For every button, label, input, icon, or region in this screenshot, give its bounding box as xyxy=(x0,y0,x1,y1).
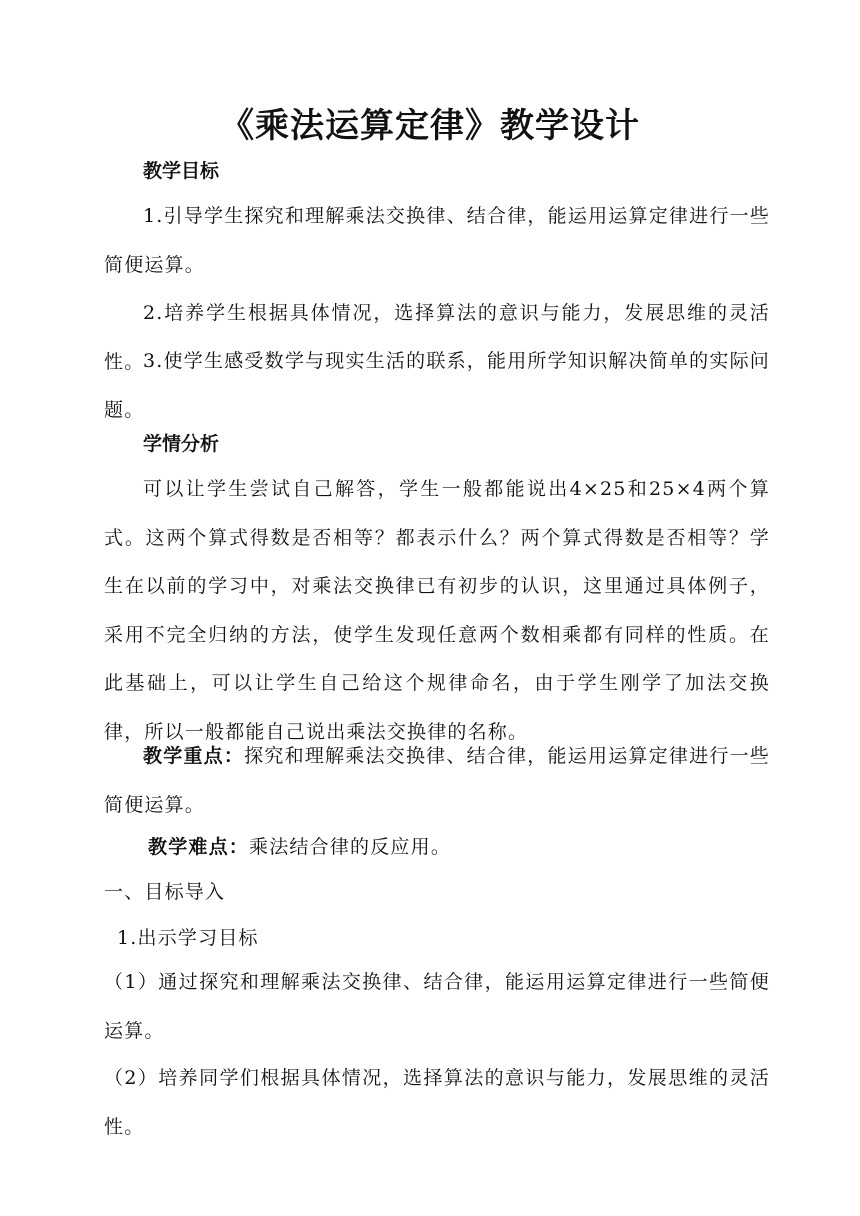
section1-item-2: （2）培养同学们根据具体情况，选择算法的意识与能力，发展思维的灵活性。 xyxy=(104,1067,770,1138)
difficulty-label: 教学难点： xyxy=(148,836,250,858)
analysis-heading: 学情分析 xyxy=(143,433,220,455)
document-title: 《乘法运算定律》教学设计 xyxy=(220,106,640,146)
difficulty-line xyxy=(148,833,451,861)
analysis-paragraph: 可以让学生尝试自己解答，学生一般都能说出4×25和25×4两个算式。这两个算式得数是否相等？都表示什么？两个算式得数是否相等？学生在以前的学习中，对乘法交换律已有初步的认识，这里通过具体例子，采用不完全归纳的方法，使学生发现任意两个数相乘都有同样的性质。在此基础上，可以让学生自己给这个规律命名，由于学生刚学了加法交换律，所以一般都能自己说出乘法交换律的名称。 xyxy=(104,478,770,743)
goals-heading: 教学目标 xyxy=(143,160,220,182)
difficulty-text: 乘法结合律的反应用。 xyxy=(249,836,452,858)
goal-item-2: 2.培养学生根据具体情况，选择算法的意识与能力，发展思维的灵活性。 xyxy=(104,302,770,373)
key-point-label: 教学重点： xyxy=(143,745,245,767)
key-point-paragraph xyxy=(104,732,770,829)
section1-item-1: （1）通过探究和理解乘法交换律、结合律，能运用运算定律进行一些简便运算。 xyxy=(104,971,770,1042)
key-point-text: 探究和理解乘法交换律、结合律，能运用运算定律进行一些简便运算。 xyxy=(104,745,770,816)
goal-item-1: 1.引导学生探究和理解乘法交换律、结合律，能运用运算定律进行一些简便运算。 xyxy=(104,205,770,276)
goal-item-3: 3.使学生感受数学与现实生活的联系，能用所学知识解决简单的实际问题。 xyxy=(104,350,770,421)
section1-heading: 一、目标导入 xyxy=(104,881,226,903)
section1-subheading: 1.出示学习目标 xyxy=(117,927,259,949)
